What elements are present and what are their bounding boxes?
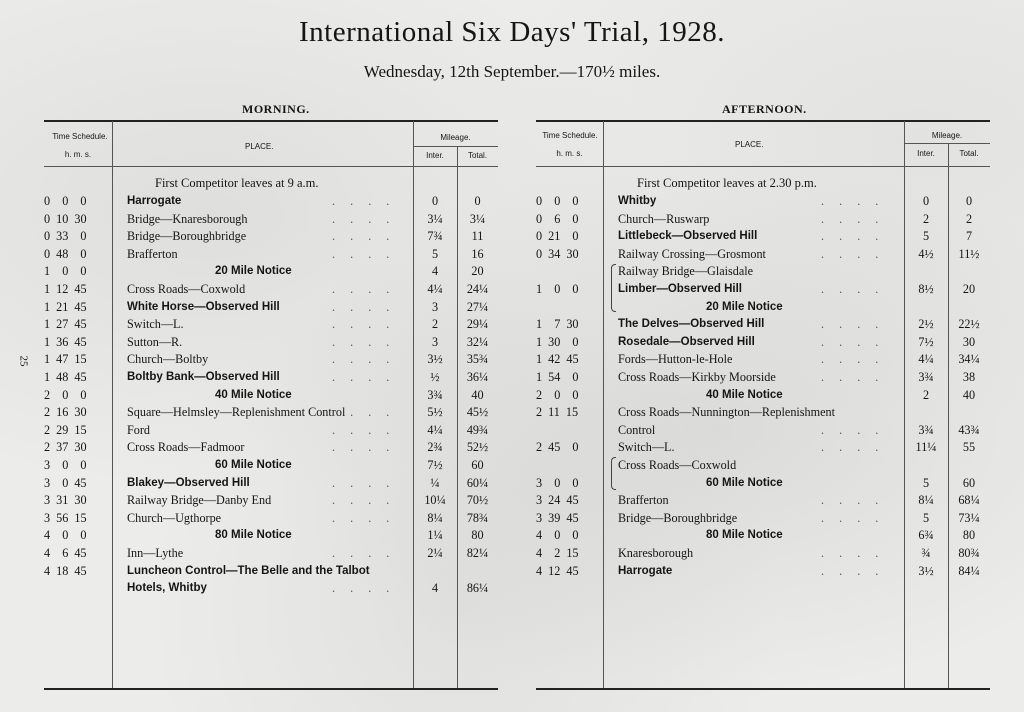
afternoon-table-row [536, 563, 990, 581]
inter-mileage-cell: 3½ [918, 563, 934, 578]
inter-mileage-cell: 3¾ [918, 422, 934, 437]
total-mileage-cell: 55 [962, 440, 976, 455]
place-cell: Hotels, Whitby [127, 582, 207, 595]
morning-total-header: Total. [467, 151, 488, 160]
total-mileage-cell: 27¼ [466, 299, 489, 314]
leader-dots: . . . . [332, 493, 396, 508]
inter-mileage-cell: 4¼ [427, 282, 443, 296]
morning-heading: MORNING. [242, 102, 310, 116]
place-cell: Church—Ruswarp [618, 211, 710, 226]
inter-mileage-cell: 8¼ [918, 493, 934, 508]
leader-dots: . . . . [332, 405, 396, 420]
place-cell: Ford [127, 422, 151, 437]
leader-dots: . . . . [332, 475, 396, 490]
inter-mileage-cell: 3 [431, 334, 439, 349]
morning-table-row [44, 563, 498, 581]
morning-inter-header: Inter. [426, 151, 444, 160]
afternoon-table-row [536, 193, 990, 211]
time-cell: 1 36 45 [44, 334, 87, 349]
total-mileage-cell: 73¼ [958, 510, 980, 525]
afternoon-table-row [536, 246, 990, 264]
inter-mileage-cell: 3 [431, 299, 439, 314]
time-cell: 2 11 15 [536, 405, 579, 420]
leader-dots: . . . . [821, 440, 885, 455]
leader-dots: . . . . [332, 370, 396, 384]
leader-dots: . . . . [821, 334, 885, 349]
place-cell: Switch—L. [127, 317, 184, 332]
place-cell: Cross Roads—Coxwold [618, 458, 737, 472]
morning-table-row [44, 228, 498, 246]
place-cell: Brafferton [127, 246, 178, 261]
place-cell: Railway Bridge—Glaisdale [618, 264, 754, 279]
time-cell: 3 24 45 [536, 493, 579, 508]
place-cell: Blakey—Observed Hill [127, 476, 250, 489]
place-cell: Bridge—Boroughbridge [618, 510, 738, 525]
leader-dots: . . . . [332, 546, 396, 560]
total-mileage-cell: 16 [471, 246, 484, 261]
leader-dots: . . . . [821, 510, 885, 525]
page-title: International Six Days' Trial, 1928. [299, 16, 725, 48]
place-cell: Church—Boltby [127, 352, 209, 367]
morning-table-row [44, 387, 498, 405]
inter-mileage-cell: 7½ [918, 334, 934, 349]
time-cell: 1 7 30 [536, 317, 579, 332]
time-cell: 1 47 15 [44, 352, 87, 367]
total-mileage-cell: 52½ [466, 440, 489, 455]
morning-table-row [44, 457, 498, 475]
inter-mileage-cell: 3¾ [918, 370, 934, 384]
leader-dots: . . . . [332, 352, 396, 367]
inter-mileage-cell: 5 [922, 510, 930, 525]
time-cell: 1 12 45 [44, 282, 87, 296]
time-cell: 2 16 30 [44, 405, 87, 420]
afternoon-table-row [536, 510, 990, 528]
place-cell: Cross Roads—Coxwold [127, 282, 246, 296]
afternoon-place-header: PLACE. [735, 140, 764, 149]
afternoon-table-row [536, 299, 990, 317]
time-cell: 1 48 45 [44, 370, 87, 384]
afternoon-inter-header: Inter. [917, 149, 935, 158]
total-mileage-cell: 0 [965, 194, 973, 208]
afternoon-table-row [536, 334, 990, 352]
time-cell: 0 0 0 [44, 194, 87, 208]
total-mileage-cell: 49¾ [466, 422, 489, 437]
time-cell: 2 37 30 [44, 440, 87, 455]
morning-table-row [44, 545, 498, 563]
morning-table-row [44, 580, 498, 598]
morning-table-row [44, 351, 498, 369]
leader-dots: . . . . [332, 246, 396, 261]
morning-table-row [44, 492, 498, 510]
leader-dots: . . . . [332, 440, 396, 455]
leader-dots: . . . . [332, 510, 396, 525]
total-mileage-cell: 68¼ [958, 493, 980, 508]
afternoon-time-header: Time Schedule. [542, 131, 598, 140]
total-mileage-cell: 3¼ [469, 211, 486, 226]
inter-mileage-cell: 2½ [918, 317, 934, 332]
inter-mileage-cell: 0 [431, 194, 439, 208]
time-cell: 0 21 0 [536, 229, 579, 244]
leader-dots: . . . . [332, 299, 396, 314]
total-mileage-cell: 80¾ [958, 546, 980, 560]
afternoon-total-header: Total. [959, 149, 979, 158]
total-mileage-cell: 80 [471, 528, 484, 543]
total-mileage-cell: 35¾ [466, 352, 489, 367]
leader-dots: . . . . [821, 493, 885, 508]
inter-mileage-cell: 4½ [918, 246, 934, 261]
place-cell: Limber—Observed Hill [618, 283, 742, 295]
afternoon-mileage-rule [904, 143, 990, 144]
total-mileage-cell: 60 [471, 458, 484, 472]
place-cell: Boltby Bank—Observed Hill [127, 371, 280, 383]
time-cell: 0 48 0 [44, 246, 87, 261]
morning-table-row [44, 193, 498, 211]
total-mileage-cell: 80 [962, 528, 976, 543]
afternoon-table-row [536, 422, 990, 440]
leader-dots: . . . . [332, 282, 396, 296]
inter-mileage-cell: 3¼ [427, 211, 443, 226]
time-cell: 0 6 0 [536, 211, 579, 226]
notice-cell: 60 Mile Notice [215, 459, 292, 471]
morning-table-row [44, 369, 498, 387]
afternoon-table-row [536, 263, 990, 281]
inter-mileage-cell: 2¾ [427, 440, 443, 455]
notice-cell: 80 Mile Notice [215, 529, 292, 542]
time-cell: 1 0 0 [44, 264, 87, 279]
leader-dots: . . . . [821, 211, 885, 226]
place-cell: Inn—Lythe [127, 546, 184, 560]
place-cell: Church—Ugthorpe [127, 510, 222, 525]
time-cell: 1 30 0 [536, 334, 579, 349]
place-cell: Railway Crossing—Grosmont [618, 246, 766, 261]
total-mileage-cell: 78¾ [466, 510, 489, 525]
morning-bottom-rule [44, 688, 498, 690]
place-cell: Sutton—R. [127, 334, 183, 349]
total-mileage-cell: 60 [962, 475, 976, 490]
afternoon-table-row [536, 211, 990, 229]
morning-table-row [44, 475, 498, 493]
time-cell: 1 0 0 [536, 282, 579, 296]
afternoon-top-rule [536, 120, 990, 122]
notice-cell: 20 Mile Notice [706, 300, 783, 313]
notice-cell: 80 Mile Notice [706, 529, 783, 542]
afternoon-table-row [536, 404, 990, 422]
total-mileage-cell: 84¼ [958, 563, 980, 578]
place-cell: Square—Helmsley—Replenishment Control [127, 405, 346, 420]
morning-table-row [44, 263, 498, 281]
total-mileage-cell: 24¼ [466, 282, 489, 296]
total-mileage-cell: 82¼ [466, 546, 489, 560]
inter-mileage-cell: 5 [922, 229, 930, 244]
leader-dots: . . . . [821, 282, 885, 296]
afternoon-table-row [536, 369, 990, 387]
inter-mileage-cell: 4¼ [918, 352, 934, 367]
afternoon-table-row [536, 351, 990, 369]
total-mileage-cell: 2 [965, 211, 973, 226]
leader-dots: . . . . [821, 370, 885, 384]
inter-mileage-cell: 2 [431, 317, 439, 332]
afternoon-bottom-rule [536, 688, 990, 690]
inter-mileage-cell: 11¼ [915, 440, 937, 455]
morning-time-header: Time Schedule. [52, 132, 108, 141]
place-cell: Cross Roads—Kirkby Moorside [618, 370, 776, 384]
place-cell: Bridge—Knaresborough [127, 211, 248, 226]
leader-dots: . . . . [332, 194, 396, 208]
total-mileage-cell: 32¼ [466, 334, 489, 349]
inter-mileage-cell: 0 [922, 194, 930, 208]
place-cell: Railway Bridge—Danby End [127, 493, 272, 508]
total-mileage-cell: 34¼ [958, 352, 980, 367]
leader-dots: . . . . [332, 317, 396, 332]
total-mileage-cell: 60¼ [466, 475, 489, 490]
time-cell: 2 0 0 [44, 387, 87, 402]
notice-cell: 20 Mile Notice [215, 265, 292, 278]
time-cell: 0 10 30 [44, 211, 87, 226]
total-mileage-cell: 45½ [466, 405, 489, 420]
morning-table-row [44, 334, 498, 352]
time-cell: 4 0 0 [44, 528, 87, 543]
inter-mileage-cell: 5 [922, 475, 930, 490]
leader-dots: . . . . [332, 229, 396, 244]
leader-dots: . . . . [332, 211, 396, 226]
inter-mileage-cell: 5½ [427, 405, 443, 420]
afternoon-table-row [536, 457, 990, 475]
total-mileage-cell: 30 [962, 334, 976, 349]
inter-mileage-cell: ½ [430, 370, 440, 384]
leader-dots: . . . . [821, 229, 885, 244]
morning-table-row [44, 422, 498, 440]
inter-mileage-cell: ¾ [921, 546, 931, 560]
afternoon-table-row [536, 545, 990, 563]
time-cell: 2 29 15 [44, 422, 87, 437]
morning-table-row [44, 510, 498, 528]
page-subtitle: Wednesday, 12th September.—170½ miles. [363, 62, 661, 81]
afternoon-first-competitor: First Competitor leaves at 2.30 p.m. [637, 176, 817, 190]
time-cell: 3 31 30 [44, 493, 87, 508]
leader-dots: . . . . [821, 317, 885, 332]
total-mileage-cell: 0 [474, 194, 481, 208]
notice-cell: 40 Mile Notice [706, 388, 783, 401]
leader-dots: . . . . [821, 422, 885, 437]
time-cell: 1 21 45 [44, 299, 87, 314]
place-cell: Brafferton [618, 493, 669, 508]
time-cell: 1 42 45 [536, 352, 579, 367]
inter-mileage-cell: 8¼ [427, 510, 443, 525]
morning-table-row [44, 527, 498, 545]
total-mileage-cell: 43¾ [958, 422, 980, 437]
time-cell: 4 6 45 [44, 546, 87, 560]
place-cell: Cross Roads—Fadmoor [127, 440, 245, 455]
total-mileage-cell: 70½ [466, 493, 489, 508]
morning-mileage-header: Mileage. [440, 133, 471, 142]
morning-first-competitor: First Competitor leaves at 9 a.m. [155, 176, 319, 190]
total-mileage-cell: 40 [471, 387, 484, 402]
inter-mileage-cell: 3½ [427, 352, 443, 367]
afternoon-table-row [536, 527, 990, 545]
morning-table-row [44, 246, 498, 264]
morning-table-row [44, 439, 498, 457]
leader-dots: . . . . [821, 246, 885, 261]
leader-dots: . . . . [332, 334, 396, 349]
place-cell: Bridge—Boroughbridge [127, 229, 247, 244]
time-cell: 2 45 0 [536, 440, 579, 455]
time-cell: 1 27 45 [44, 317, 87, 332]
time-cell: 3 56 15 [44, 510, 87, 525]
time-cell: 3 39 45 [536, 510, 579, 525]
inter-mileage-cell: 7¾ [427, 229, 443, 244]
afternoon-table-row [536, 228, 990, 246]
place-cell: Littlebeck—Observed Hill [618, 230, 758, 243]
place-cell: Switch—L. [618, 440, 675, 455]
morning-table-row [44, 299, 498, 317]
total-mileage-cell: 11 [471, 229, 484, 244]
time-cell: 1 54 0 [536, 370, 579, 384]
time-cell: 3 0 45 [44, 475, 87, 490]
afternoon-table-row [536, 387, 990, 405]
afternoon-mileage-header: Mileage. [931, 131, 963, 140]
inter-mileage-cell: 4 [431, 581, 439, 596]
total-mileage-cell: 40 [962, 387, 976, 402]
leader-dots: . . . . [821, 563, 885, 578]
time-cell: 3 0 0 [44, 458, 87, 472]
total-mileage-cell: 20 [471, 264, 484, 279]
inter-mileage-cell: 5 [431, 246, 439, 261]
morning-place-header: PLACE. [245, 142, 274, 151]
notice-cell: 40 Mile Notice [215, 388, 292, 401]
inter-mileage-cell: 2 [922, 387, 930, 402]
leader-dots: . . . . [332, 581, 396, 596]
total-mileage-cell: 29¼ [466, 317, 489, 332]
place-cell: Harrogate [127, 195, 182, 207]
afternoon-table-row [536, 439, 990, 457]
time-cell: 0 0 0 [536, 194, 579, 208]
place-cell: Rosedale—Observed Hill [618, 335, 755, 348]
afternoon-table-row [536, 492, 990, 510]
time-cell: 2 0 0 [536, 387, 579, 402]
time-cell: 4 0 0 [536, 528, 579, 543]
place-cell: Whitby [618, 195, 657, 207]
morning-table-row [44, 281, 498, 299]
total-mileage-cell: 38 [962, 370, 976, 384]
inter-mileage-cell: 3¾ [427, 387, 443, 402]
place-cell: Knaresborough [618, 546, 694, 560]
inter-mileage-cell: 4 [431, 264, 439, 279]
afternoon-table-row [536, 281, 990, 299]
inter-mileage-cell: 10¼ [424, 493, 446, 508]
inter-mileage-cell: 1¼ [427, 528, 443, 543]
morning-table-row [44, 211, 498, 229]
inter-mileage-cell: 6¾ [918, 528, 934, 543]
inter-mileage-cell: ¼ [430, 475, 440, 490]
time-cell: 4 12 45 [536, 563, 579, 578]
afternoon-hms-header: h. m. s. [556, 149, 583, 158]
afternoon-heading: AFTERNOON. [722, 102, 807, 116]
morning-table-row [44, 316, 498, 334]
morning-table-row [44, 404, 498, 422]
total-mileage-cell: 22½ [958, 317, 980, 332]
total-mileage-cell: 36¼ [466, 370, 489, 384]
inter-mileage-cell: 2¼ [427, 546, 443, 560]
total-mileage-cell: 7 [965, 229, 973, 244]
total-mileage-cell: 11½ [958, 246, 980, 261]
place-cell: The Delves—Observed Hill [618, 318, 765, 331]
time-cell: 4 2 15 [536, 546, 579, 560]
inter-mileage-cell: 2 [922, 211, 930, 226]
time-cell: 4 18 45 [44, 563, 87, 578]
place-cell: Harrogate [618, 564, 673, 577]
inter-mileage-cell: 4¼ [427, 422, 443, 437]
leader-dots: . . . . [821, 546, 885, 560]
place-cell: White Horse—Observed Hill [127, 300, 280, 313]
notice-cell: 60 Mile Notice [706, 476, 783, 489]
afternoon-header-rule [536, 166, 990, 167]
afternoon-table-row [536, 475, 990, 493]
place-cell: Fords—Hutton-le-Hole [618, 352, 733, 367]
place-cell: Luncheon Control—The Belle and the Talbot [127, 564, 370, 577]
inter-mileage-cell: 8½ [918, 282, 934, 296]
time-cell: 3 0 0 [536, 475, 579, 490]
page-number: 25 [17, 355, 30, 367]
place-cell: Control [618, 422, 656, 437]
morning-mileage-rule [413, 146, 498, 147]
time-cell: 0 33 0 [44, 229, 87, 244]
morning-hms-header: h. m. s. [64, 150, 92, 159]
total-mileage-cell: 20 [962, 282, 976, 296]
leader-dots: . . . . [332, 422, 396, 437]
time-cell: 0 34 30 [536, 246, 579, 261]
afternoon-table-row [536, 316, 990, 334]
inter-mileage-cell: 7½ [427, 458, 443, 472]
place-cell: Cross Roads—Nunnington—Replenishment [618, 405, 836, 420]
total-mileage-cell: 86¼ [466, 581, 489, 596]
leader-dots: . . . . [821, 194, 885, 208]
leader-dots: . . . . [821, 352, 885, 367]
